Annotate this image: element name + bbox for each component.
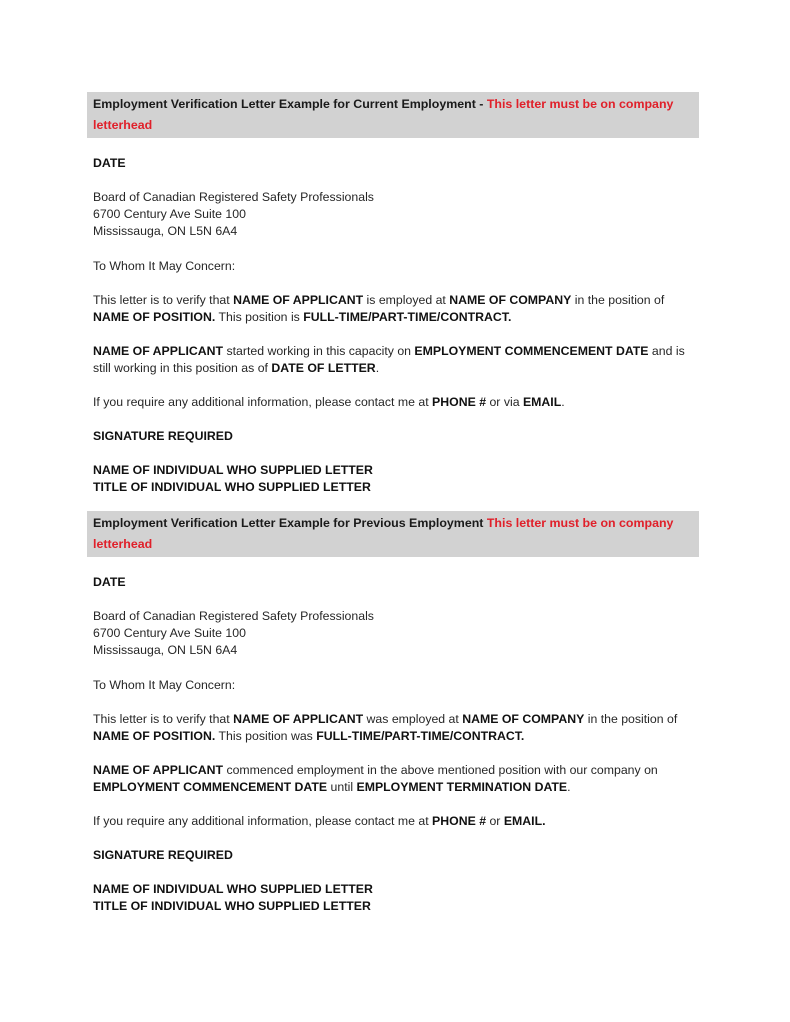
text: If you require any additional information, please contact me at <box>93 395 433 409</box>
text: . <box>375 361 380 375</box>
paragraph-started <box>93 343 703 377</box>
text: . <box>567 780 571 794</box>
text: This letter is to verify that <box>93 293 234 307</box>
placeholder-phone: PHONE # <box>432 395 487 409</box>
text: or via <box>486 395 523 409</box>
date-line: DATE <box>93 575 126 589</box>
address-block <box>93 189 703 240</box>
text: or <box>486 814 504 828</box>
section-header-current <box>87 92 699 138</box>
placeholder-employment-type: FULL-TIME/PART-TIME/CONTRACT. <box>316 729 525 743</box>
address-line: 6700 Century Ave Suite 100 <box>93 626 246 640</box>
text: is employed at <box>363 293 450 307</box>
placeholder-date-of-letter: DATE OF LETTER <box>271 361 376 375</box>
paragraph-verify <box>93 292 703 326</box>
salutation: To Whom It May Concern: <box>93 259 236 273</box>
text: until <box>327 780 357 794</box>
text: started working in this capacity on <box>223 344 415 358</box>
text: in the position of <box>571 293 665 307</box>
placeholder-termination-date: EMPLOYMENT TERMINATION DATE <box>356 780 568 794</box>
header-note: This letter must be on company letterhead <box>93 516 674 551</box>
section-header-previous <box>87 511 699 557</box>
placeholder-company: NAME OF COMPANY <box>462 712 585 726</box>
placeholder-applicant: NAME OF APPLICANT <box>93 763 224 777</box>
signature-line: SIGNATURE REQUIRED <box>93 429 233 443</box>
address-line: Board of Canadian Registered Safety Professionals <box>93 609 374 623</box>
placeholder-employment-type: FULL-TIME/PART-TIME/CONTRACT. <box>303 310 512 324</box>
signer-block <box>93 462 703 496</box>
text: was employed at <box>363 712 463 726</box>
paragraph-contact <box>93 813 703 830</box>
placeholder-company: NAME OF COMPANY <box>449 293 572 307</box>
placeholder-commencement-date: EMPLOYMENT COMMENCEMENT DATE <box>93 780 328 794</box>
placeholder-email: EMAIL <box>522 395 562 409</box>
paragraph-verify <box>93 711 703 745</box>
placeholder-applicant: NAME OF APPLICANT <box>233 293 364 307</box>
signer-title: TITLE OF INDIVIDUAL WHO SUPPLIED LETTER <box>93 899 371 913</box>
paragraph-contact <box>93 394 703 411</box>
text: This letter is to verify that <box>93 712 234 726</box>
text: and is still working in this position as of <box>93 344 685 375</box>
signature-line: SIGNATURE REQUIRED <box>93 848 233 862</box>
address-line: Mississauga, ON L5N 6A4 <box>93 643 238 657</box>
address-line: Mississauga, ON L5N 6A4 <box>93 224 238 238</box>
text: . <box>561 395 565 409</box>
signer-name: NAME OF INDIVIDUAL WHO SUPPLIED LETTER <box>93 882 373 896</box>
signer-block <box>93 881 703 915</box>
address-line: 6700 Century Ave Suite 100 <box>93 207 246 221</box>
placeholder-position: NAME OF POSITION. <box>93 310 216 324</box>
date-line: DATE <box>93 156 126 170</box>
text: commenced employment in the above mentioned position with our company on <box>223 763 658 777</box>
signer-title: TITLE OF INDIVIDUAL WHO SUPPLIED LETTER <box>93 480 371 494</box>
signer-name: NAME OF INDIVIDUAL WHO SUPPLIED LETTER <box>93 463 373 477</box>
header-note: This letter must be on company letterhead <box>93 97 674 132</box>
header-title: Employment Verification Letter Example for Current Employment - <box>93 97 487 111</box>
placeholder-commencement-date: EMPLOYMENT COMMENCEMENT DATE <box>414 344 649 358</box>
text: This position is <box>215 310 304 324</box>
header-title: Employment Verification Letter Example for Previous Employment <box>93 516 487 530</box>
placeholder-email: EMAIL. <box>503 814 546 828</box>
placeholder-position: NAME OF POSITION. <box>93 729 216 743</box>
text: This position was <box>215 729 317 743</box>
text: in the position of <box>584 712 678 726</box>
address-block <box>93 608 703 659</box>
address-line: Board of Canadian Registered Safety Professionals <box>93 190 374 204</box>
salutation: To Whom It May Concern: <box>93 678 236 692</box>
placeholder-phone: PHONE # <box>432 814 487 828</box>
text: If you require any additional information, please contact me at <box>93 814 433 828</box>
paragraph-commenced <box>93 762 703 796</box>
placeholder-applicant: NAME OF APPLICANT <box>233 712 364 726</box>
placeholder-applicant: NAME OF APPLICANT <box>93 344 224 358</box>
